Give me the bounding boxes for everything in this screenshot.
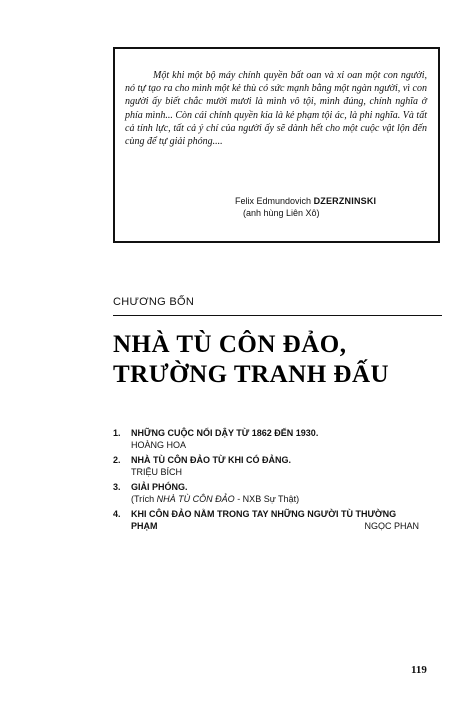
epigraph-text: Một khi một bộ máy chính quyền bất oan và xỉ oan một con người, nó tự tạo ra cho mình một kẻ thù có sức mạnh bằng một ngàn người, vì con người ấy biết chắc mười mươi là mình vô tội, mình đúng, chính nghĩa ở phía mình... Còn cái chính quyền kia là kẻ phạm tội ác, là phi nghĩa. Và tất cả tính lực, tất cả ý chí của người ấy sẽ dành hết cho một cuộc vật lộn đến cùng để tự giải phóng.... <box>125 70 427 148</box>
epigraph-box <box>113 47 440 243</box>
contents-item <box>113 455 433 478</box>
chapter-label: CHƯƠNG BỐN <box>113 296 195 308</box>
chapter-contents-list <box>113 428 433 536</box>
item-title: GIẢI PHÓNG. <box>131 482 188 492</box>
item-author: HOÀNG HOA <box>131 439 187 450</box>
author-name: DZERZNINSKI <box>313 196 377 206</box>
author-prefix: Felix Edmundovich <box>235 196 312 206</box>
item-source <box>131 494 433 506</box>
source-suffix: - NXB Sự Thật) <box>234 493 300 504</box>
item-title: NHỮNG CUỘC NỔI DẬY TỪ 1862 ĐẾN 1930. <box>131 428 319 438</box>
item-number: 1. <box>113 428 121 438</box>
item-title-row <box>131 521 433 533</box>
author-title: (anh hùng Liên Xô) <box>243 208 320 218</box>
epigraph-attribution <box>235 195 431 219</box>
contents-item <box>113 482 433 505</box>
item-author: NGỌC PHAN <box>364 520 419 531</box>
page-number: 119 <box>411 664 427 676</box>
contents-item <box>113 428 433 451</box>
chapter-title <box>113 330 443 390</box>
item-title: NHÀ TÙ CÔN ĐẢO TỪ KHI CÓ ĐẢNG. <box>131 455 291 465</box>
item-author: TRIỆU BÍCH <box>131 466 183 477</box>
chapter-divider <box>113 315 442 316</box>
item-title-continuation: PHẠM <box>131 520 158 531</box>
contents-item <box>113 509 433 532</box>
source-prefix: (Trích <box>131 493 157 504</box>
item-number: 2. <box>113 455 121 465</box>
chapter-title-line-1: NHÀ TÙ CÔN ĐẢO, <box>113 331 347 358</box>
source-book-title: NHÀ TÙ CÔN ĐẢO <box>156 493 235 504</box>
chapter-title-line-2: TRƯỜNG TRANH ĐẤU <box>113 361 390 388</box>
item-title: KHI CÔN ĐẢO NẰM TRONG TAY NHỮNG NGƯỜI TÙ THƯỜNG <box>131 509 397 519</box>
item-number: 4. <box>113 509 121 519</box>
item-number: 3. <box>113 482 121 492</box>
